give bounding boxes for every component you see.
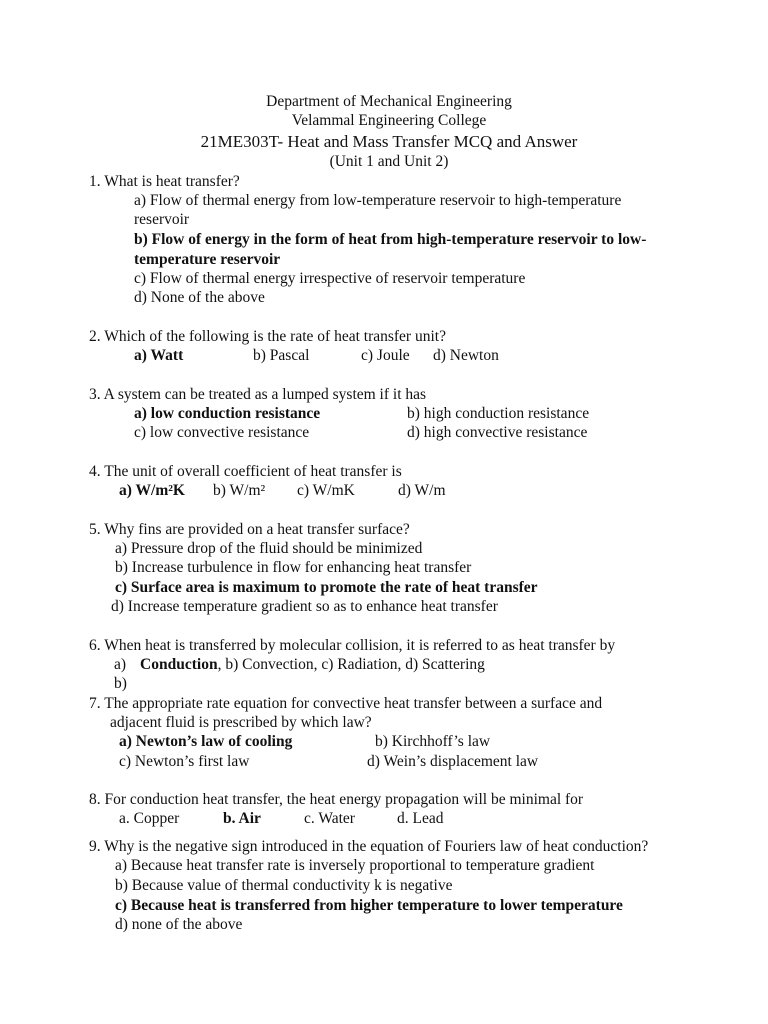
q4-option-d: d) W/m [398, 482, 446, 499]
q3-option-c: c) low convective resistance [134, 424, 310, 441]
q5-option-d: d) Increase temperature gradient so as to enhance heat transfer [111, 598, 498, 615]
q9-option-c-answer: c) Because heat is transferred from higher temperature to lower temperature [115, 897, 623, 914]
q1-option-b-line2-answer: temperature reservoir [134, 251, 281, 268]
q2-option-d: d) Newton [433, 347, 499, 364]
q7-option-a-answer: a) Newton’s law of cooling [119, 733, 293, 750]
q8-option-c: c. Water [304, 810, 355, 827]
question-5: 5. Why fins are provided on a heat transfer surface? [89, 521, 410, 538]
q3-option-b: b) high conduction resistance [407, 405, 590, 422]
q6-other-options: , b) Convection, c) Radiation, d) Scattering [217, 656, 485, 673]
question-4: 4. The unit of overall coefficient of heat transfer is [89, 463, 402, 480]
q6-options [114, 655, 485, 674]
q3-option-a-answer: a) low conduction resistance [134, 405, 321, 422]
q9-option-a: a) Because heat transfer rate is inversely proportional to temperature gradient [115, 857, 595, 874]
q7-option-c: c) Newton’s first law [119, 753, 250, 770]
q5-option-a: a) Pressure drop of the fluid should be minimized [115, 540, 423, 557]
q2-option-c: c) Joule [361, 347, 410, 364]
question-7-line1: 7. The appropriate rate equation for convective heat transfer between a surface and [89, 695, 603, 712]
question-3: 3. A system can be treated as a lumped system if it has [89, 386, 427, 403]
q8-option-a: a. Copper [119, 810, 180, 827]
q5-option-c-answer: c) Surface area is maximum to promote the rate of heat transfer [115, 579, 538, 596]
q9-option-d: d) none of the above [115, 916, 243, 933]
q7-option-b: b) Kirchhoff’s law [375, 733, 491, 750]
q1-option-d: d) None of the above [134, 289, 265, 306]
question-8: 8. For conduction heat transfer, the heat energy propagation will be minimal for [89, 791, 584, 808]
q4-option-c: c) W/mK [297, 482, 355, 499]
q4-option-a-answer: a) W/m²K [119, 482, 185, 499]
question-1: 1. What is heat transfer? [89, 173, 240, 190]
department-name: Department of Mechanical Engineering [266, 93, 512, 110]
q2-option-b: b) Pascal [253, 347, 310, 364]
q8-option-b-answer: b. Air [223, 810, 261, 827]
q6-option-a-prefix: a) [114, 656, 127, 673]
q8-option-d: d. Lead [397, 810, 444, 827]
q1-option-a-line1: a) Flow of thermal energy from low-temperature reservoir to high-temperature [134, 192, 622, 209]
question-6: 6. When heat is transferred by molecular collision, it is referred to as heat transfer by [89, 637, 616, 654]
question-2: 2. Which of the following is the rate of heat transfer unit? [89, 328, 446, 345]
page-title: 21ME303T- Heat and Mass Transfer MCQ and Answer [200, 132, 578, 151]
q1-option-c: c) Flow of thermal energy irrespective of reservoir temperature [134, 270, 526, 287]
q9-option-b: b) Because value of thermal conductivity k is negative [115, 877, 453, 894]
page-subtitle: (Unit 1 and Unit 2) [329, 153, 449, 170]
q3-option-d: d) high convective resistance [407, 424, 588, 441]
college-name: Velammal Engineering College [291, 112, 487, 129]
question-9: 9. Why is the negative sign introduced in the equation of Fouriers law of heat conduction? [89, 838, 649, 855]
q1-option-b-line1-answer: b) Flow of energy in the form of heat from high-temperature reservoir to low- [134, 231, 647, 248]
question-7-line2: adjacent fluid is prescribed by which law? [110, 714, 372, 731]
q6-stray-label: b) [114, 675, 127, 692]
q4-option-b: b) W/m² [213, 482, 266, 499]
q5-option-b: b) Increase turbulence in flow for enhancing heat transfer [115, 559, 472, 576]
q6-option-a-answer: Conduction [140, 656, 218, 673]
q1-option-a-line2: reservoir [134, 211, 190, 228]
q2-option-a-answer: a) Watt [134, 347, 184, 364]
q7-option-d: d) Wein’s displacement law [367, 753, 539, 770]
